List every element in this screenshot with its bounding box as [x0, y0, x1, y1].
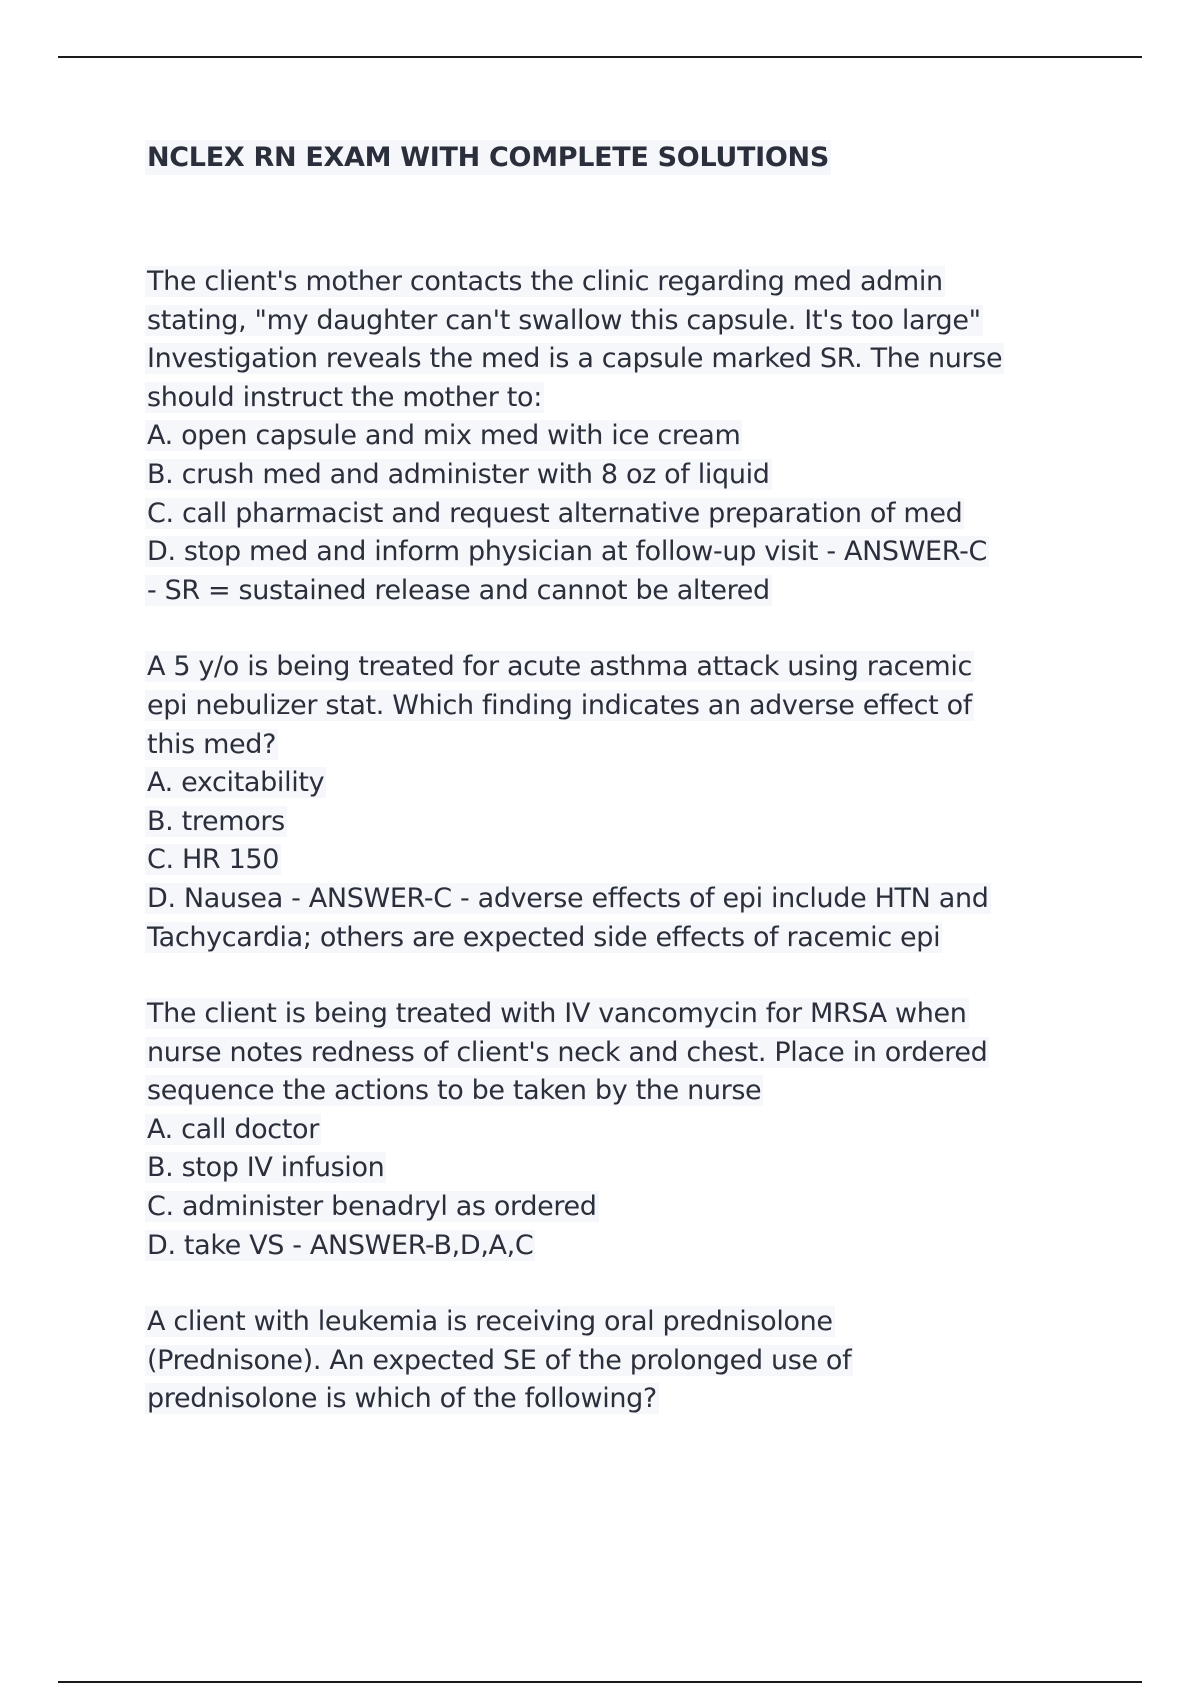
answer-option: C. administer benadryl as ordered	[147, 1191, 597, 1223]
document-body	[145, 140, 1085, 1457]
question-line: Investigation reveals the med is a capsule marked SR. The nurse	[147, 343, 1003, 375]
question-line: The client is being treated with IV vancomycin for MRSA when	[147, 998, 967, 1030]
question-line: stating, "my daughter can't swallow this capsule. It's too large"	[147, 304, 981, 336]
answer-option: A. open capsule and mix med with ice cream	[147, 420, 741, 452]
question-line: should instruct the mother to:	[147, 381, 542, 413]
answer-rationale: Tachycardia; others are expected side effects of racemic epi	[147, 921, 941, 953]
question-line: prednisolone is which of the following?	[147, 1383, 657, 1415]
question-line: A client with leukemia is receiving oral prednisolone	[147, 1306, 833, 1338]
question-block-1	[145, 263, 1085, 610]
answer-rationale: - SR = sustained release and cannot be altered	[147, 574, 770, 606]
answer-option: D. take VS - ANSWER-B,D,A,C	[147, 1229, 534, 1261]
question-line: sequence the actions to be taken by the nurse	[147, 1075, 762, 1107]
answer-option: B. stop IV infusion	[147, 1152, 385, 1184]
question-block-3	[145, 995, 1085, 1265]
top-rule	[58, 56, 1142, 58]
question-line: The client's mother contacts the clinic regarding med admin	[147, 266, 943, 297]
answer-option: A. excitability	[147, 767, 325, 799]
question-block-2	[145, 648, 1085, 957]
question-line: epi nebulizer stat. Which finding indicates an adverse effect of	[147, 689, 972, 721]
document-title: NCLEX RN EXAM WITH COMPLETE SOLUTIONS	[147, 142, 829, 173]
answer-option: A. call doctor	[147, 1113, 319, 1145]
bottom-rule	[58, 1681, 1142, 1683]
answer-option: D. Nausea - ANSWER-C - adverse effects of epi include HTN and	[147, 882, 989, 914]
question-line: nurse notes redness of client's neck and chest. Place in ordered	[147, 1036, 988, 1068]
answer-option: D. stop med and inform physician at follow-up visit - ANSWER-C	[147, 536, 987, 568]
question-line: A 5 y/o is being treated for acute asthma attack using racemic	[147, 651, 973, 683]
answer-option: B. tremors	[147, 805, 285, 837]
question-line: this med?	[147, 728, 277, 760]
question-line: (Prednisone). An expected SE of the prolonged use of	[147, 1344, 852, 1376]
answer-option: C. call pharmacist and request alternative preparation of med	[147, 497, 963, 529]
answer-option: B. crush med and administer with 8 oz of liquid	[147, 458, 770, 490]
question-block-4	[145, 1303, 1085, 1419]
answer-option: C. HR 150	[147, 844, 280, 876]
